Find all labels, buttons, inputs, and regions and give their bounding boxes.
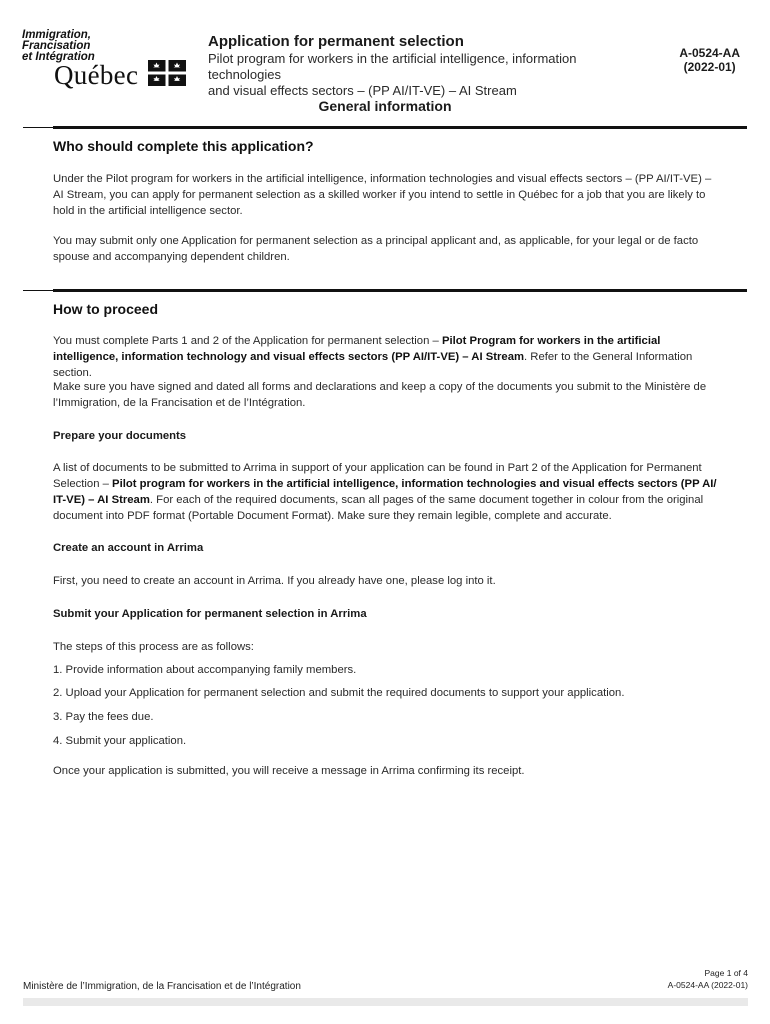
section-divider-stub [23,290,53,291]
footer-bar [23,998,748,1006]
who-paragraph-2: You may submit only one Application for permanent selection as a principal applicant and, as applicable, for your legal or de facto spouse and accompanying dependent children. [53,235,699,263]
form-code [679,46,740,74]
quebec-logo [22,30,192,90]
footer-form-code: A-0524-AA (2022-01) [667,980,748,990]
section-heading-who: Who should complete this application? [53,138,314,154]
how-p1-text-end: . Refer to the General Information section. [53,351,693,379]
prepare-documents-heading: Prepare your documents [53,430,187,442]
ministry-line-2: Francisation [22,40,91,52]
create-account-paragraph: First, you need to create an account in Arrima. If you already have one, please log into it. [53,575,496,587]
fleur-de-lis-flag-icon [148,60,186,86]
form-date: (2022-01) [683,60,736,74]
section-divider [53,289,747,292]
ministry-name [22,30,192,63]
general-info-title: General information [318,98,452,114]
footer-page-info [668,967,748,991]
document-title: Application for permanent selection [208,33,464,50]
how-p1-program-name: Pilot Program for workers in the artificial intelligence, information technology and visual effects sectors (PP AI/IT-VE) – AI Stream [53,335,661,363]
list-item: 2. Upload your Application for permanent selection and submit the required documents to support your application. [53,687,625,699]
footer-ministry: Ministère de l’Immigration, de la Francisation et de l’Intégration [23,981,301,992]
document-subtitle-line-1: Pilot program for workers in the artificial intelligence, information technologies [208,51,577,82]
document-header [208,32,638,99]
prepare-program-name: Pilot program for workers in the artificial intelligence, information technologies and visual effects sectors (PP AI/ IT-VE) – AI Stream [53,478,717,506]
page-number: Page 1 of 4 [704,968,748,978]
how-paragraph-1 [53,333,718,381]
section-divider [53,126,747,129]
list-item: 1. Provide information about accompanying family members. [53,664,357,676]
ministry-line-1: Immigration, [22,29,92,41]
section-divider-stub [23,127,53,128]
steps-intro: The steps of this process are as follows: [53,641,254,653]
form-number: A-0524-AA [679,46,740,60]
closing-paragraph: Once your application is submitted, you will receive a message in Arrima confirming its receipt. [53,765,525,777]
list-item: 4. Submit your application. [53,735,187,747]
prepare-text: A list of documents to be submitted to Arrima in support of your application can be found in Part 2 of the Application for Permanent Selection – [53,462,702,490]
create-account-heading: Create an account in Arrima [53,542,204,554]
ministry-line-3: et Intégration [22,51,95,63]
section-heading-how: How to proceed [53,301,159,317]
document-subtitle-line-2: and visual effects sectors – (PP AI/IT-VE) – AI Stream [208,83,517,98]
prepare-text-end: . For each of the required documents, scan all pages of the same document together in colour from the original document into PDF format (Portable Document Format). Make sure they remain legible, complete and accurate. [53,494,704,522]
list-item: 3. Pay the fees due. [53,711,154,723]
submit-application-heading: Submit your Application for permanent selection in Arrima [53,608,367,620]
prepare-documents-paragraph [53,460,718,524]
how-paragraph-2: Make sure you have signed and dated all forms and declarations and keep a copy of the documents you submit to the Ministère de l’Immigration, de la Francisation et de l’Intégration. [53,381,707,409]
quebec-wordmark: Québec [54,60,139,90]
who-paragraph-1: Under the Pilot program for workers in the artificial intelligence, information technologies and visual effects sectors – (PP AI/IT-VE) – AI Stream, you can apply for permanent selection as a skilled worker if you intend to settle in Québec for a job that you are likely to hold in the artificial intelligence sector. [53,173,712,217]
how-p1-text: You must complete Parts 1 and 2 of the Application for permanent selection – [53,335,442,347]
